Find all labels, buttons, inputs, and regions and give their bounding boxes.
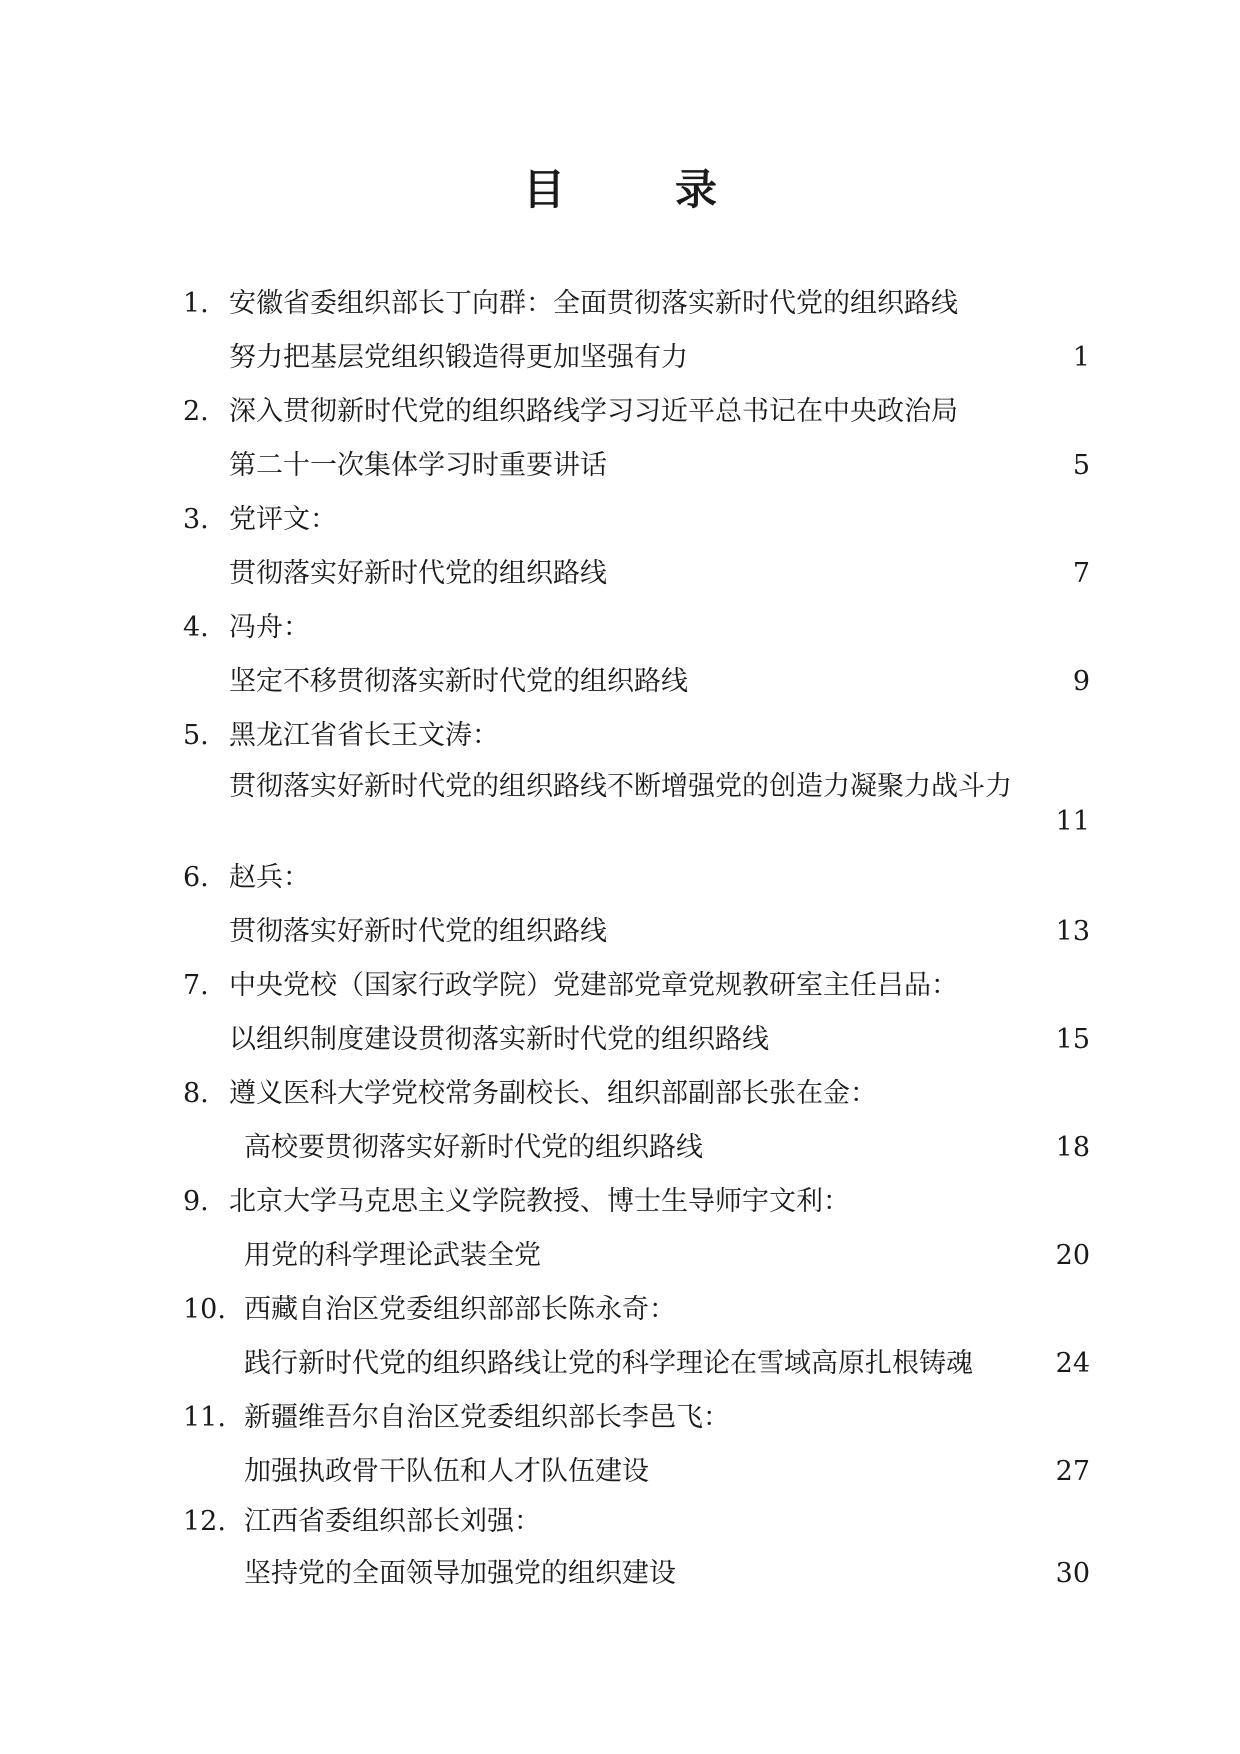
entry-number: 11. [183, 1402, 226, 1433]
entry-title: 加强执政骨干队伍和人才队伍建设 [244, 1456, 649, 1487]
toc-entry-9-title[interactable] [0, 1234, 1240, 1278]
entry-number: 2. [183, 396, 209, 427]
entry-number: 5. [183, 720, 209, 751]
entry-page-number: 11 [1055, 806, 1090, 837]
entry-author: 安徽省委组织部长丁向群：全面贯彻落实新时代党的组织路线 [229, 288, 958, 319]
toc-entry-6-title[interactable] [0, 910, 1240, 954]
entry-number: 3. [183, 504, 209, 535]
entry-title: 以组织制度建设贯彻落实新时代党的组织路线 [229, 1024, 769, 1055]
entry-number: 12. [183, 1506, 226, 1537]
entry-title: 用党的科学理论武装全党 [244, 1240, 541, 1271]
entry-author: 西藏自治区党委组织部部长陈永奇： [244, 1294, 676, 1325]
entry-title: 高校要贯彻落实好新时代党的组织路线 [244, 1132, 703, 1163]
entry-page-number: 5 [1072, 450, 1090, 481]
toc-entry-2-title[interactable] [0, 444, 1240, 488]
entry-number: 7. [183, 970, 209, 1001]
entry-page-number: 27 [1055, 1456, 1090, 1487]
entry-author: 冯舟： [229, 612, 310, 643]
entry-author: 北京大学马克思主义学院教授、博士生导师宇文利： [229, 1186, 850, 1217]
entry-page-number: 7 [1072, 558, 1090, 589]
entry-page-number: 13 [1055, 916, 1090, 947]
entry-page-number: 9 [1072, 666, 1090, 697]
toc-entry-9-heading [0, 1180, 1240, 1224]
toc-entry-12-heading [0, 1500, 1240, 1544]
entry-number: 4. [183, 612, 209, 643]
toc-entry-11-heading [0, 1396, 1240, 1440]
entry-title: 贯彻落实好新时代党的组织路线 [229, 916, 607, 947]
toc-entry-11-title[interactable] [0, 1450, 1240, 1494]
entry-author: 新疆维吾尔自治区党委组织部长李邑飞： [244, 1402, 730, 1433]
entry-page-number: 24 [1055, 1348, 1090, 1379]
toc-entry-12-title[interactable] [0, 1552, 1240, 1596]
toc-entry-6-heading [0, 856, 1240, 900]
entry-number: 1. [183, 288, 209, 319]
toc-entry-1-title[interactable] [0, 336, 1240, 380]
page-title: 目 录 [522, 165, 751, 214]
toc-entry-1-heading [0, 282, 1240, 326]
entry-page-number: 18 [1055, 1132, 1090, 1163]
toc-entry-3-title[interactable] [0, 552, 1240, 596]
entry-number: 10. [183, 1294, 226, 1325]
toc-entry-7-heading [0, 964, 1240, 1008]
entry-title: 贯彻落实好新时代党的组织路线不断增强党的创造力凝聚力战斗力 [229, 771, 1012, 802]
entry-number: 9. [183, 1186, 209, 1217]
entry-page-number: 30 [1055, 1558, 1090, 1589]
toc-entry-7-title[interactable] [0, 1018, 1240, 1062]
toc-entry-5-heading [0, 714, 1240, 758]
entry-number: 6. [183, 862, 209, 893]
toc-entry-10-heading [0, 1288, 1240, 1332]
entry-page-number: 1 [1072, 342, 1090, 373]
toc-entry-4-title[interactable] [0, 660, 1240, 704]
toc-entry-10-title[interactable] [0, 1342, 1240, 1386]
entry-title: 第二十一次集体学习时重要讲话 [229, 450, 607, 481]
entry-page-number: 15 [1055, 1024, 1090, 1055]
entry-title: 努力把基层党组织锻造得更加坚强有力 [229, 342, 688, 373]
entry-author: 黑龙江省省长王文涛： [229, 720, 499, 751]
entry-author: 中央党校（国家行政学院）党建部党章党规教研室主任吕品： [229, 970, 958, 1001]
entry-author: 遵义医科大学党校常务副校长、组织部副部长张在金： [229, 1078, 877, 1109]
toc-entry-2-heading [0, 390, 1240, 434]
entry-title: 坚持党的全面领导加强党的组织建设 [244, 1558, 676, 1589]
toc-entry-8-title[interactable] [0, 1126, 1240, 1170]
entry-author: 赵兵： [229, 862, 310, 893]
entry-author: 深入贯彻新时代党的组织路线学习习近平总书记在中央政治局 [229, 396, 958, 427]
entry-title: 贯彻落实好新时代党的组织路线 [229, 558, 607, 589]
toc-entry-4-heading [0, 606, 1240, 650]
entry-page-number: 20 [1055, 1240, 1090, 1271]
entry-number: 8. [183, 1078, 209, 1109]
toc-entry-5-title[interactable] [0, 770, 1240, 840]
toc-entry-8-heading [0, 1072, 1240, 1116]
entry-author: 党评文： [229, 504, 337, 535]
entry-title: 践行新时代党的组织路线让党的科学理论在雪域高原扎根铸魂 [244, 1348, 973, 1379]
entry-title: 坚定不移贯彻落实新时代党的组织路线 [229, 666, 688, 697]
toc-entry-3-heading [0, 498, 1240, 542]
entry-author: 江西省委组织部长刘强： [244, 1506, 541, 1537]
